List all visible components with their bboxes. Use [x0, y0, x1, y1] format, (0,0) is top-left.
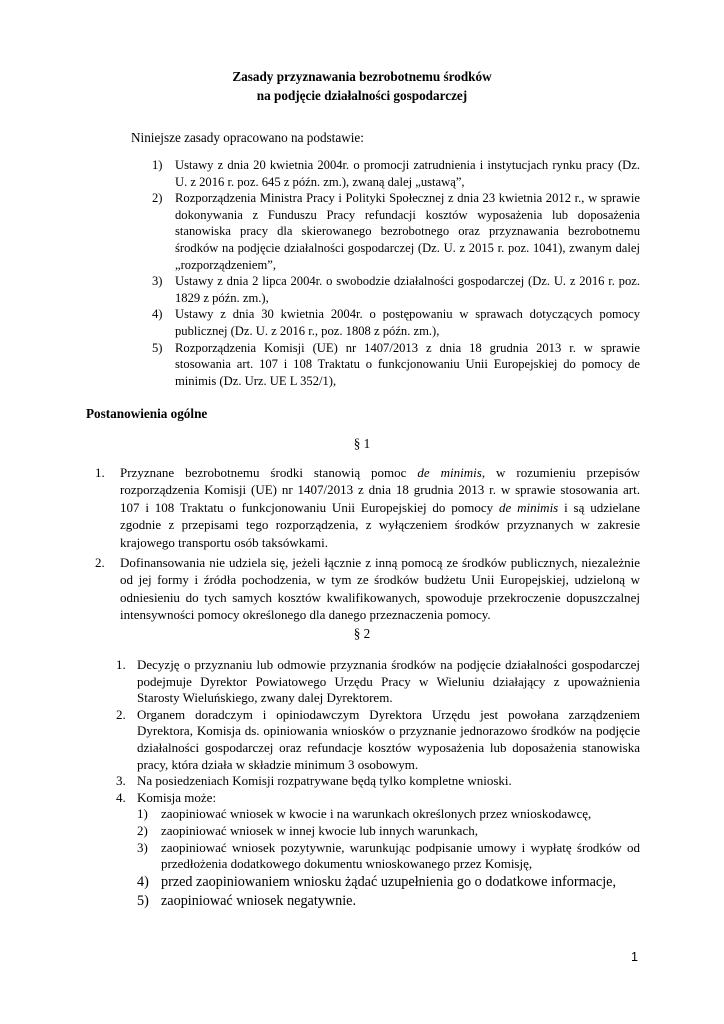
paragraph-1-item-1 [95, 464, 640, 551]
sub-list-item [137, 823, 640, 840]
list-item [152, 306, 640, 339]
item-text-italic: de minimis [498, 499, 559, 515]
item-text-part: i są udzielane zgodnie z przepisami tego rozporządzenia, z wyłączeniem środków przyznanych w zakresie krajowego transportu osób taksówkami. [120, 499, 640, 550]
paragraph-2-list [116, 657, 640, 911]
list-item [152, 273, 640, 306]
item-text-italic: de minimis [417, 465, 482, 480]
intro-text: Niniejsze zasady opracowano na podstawie: [131, 130, 364, 145]
list-item-text: Na posiedzeniach Komisji rozpatrywane będą tylko kompletne wnioski. [137, 773, 512, 789]
list-item [152, 190, 640, 273]
sub-item-number: 5) [137, 892, 149, 909]
item-text: Dofinansowania nie udziela się, jeżeli łącznie z inną pomocą ze środków publicznych, niezależnie od jej formy i źródła pochodzenia, w tym ze środków budżetu Unii Europejskiej, udzieloną w odniesieniu do tych samych kosztów kwalifikowanych, spowoduje przekroczenie dopuszczalnej intensywności pomocy określonego dla danego przeznaczenia pomocy. [120, 555, 640, 623]
page-number: 1 [631, 950, 639, 964]
paragraph-symbol-2: § 2 [353, 626, 371, 641]
paragraph-1-item-2 [95, 554, 640, 624]
list-item-number: 1) [152, 158, 163, 172]
list-item-number: 1. [116, 657, 126, 672]
sub-list-item [137, 892, 640, 911]
section-heading: Postanowienia ogólne [86, 406, 208, 421]
sub-item-number: 1) [137, 806, 148, 822]
list-item-number: 4. [116, 789, 126, 805]
list-item-text: Rozporządzenia Komisji (UE) nr 1407/2013 z dnia 18 grudnia 2013 r. w sprawie stosowania art. 107 i 108 Traktatu o funkcjonowaniu Unii Europejskiej do pomocy de minimis (Dz. Urz. UE L 352/1), [175, 340, 640, 388]
sub-item-text: zaopiniować wniosek w kwocie i na warunkach określonych przez wnioskodawcę, [161, 806, 592, 822]
list-item [152, 340, 640, 390]
list-item-number: 4) [152, 307, 163, 322]
list-item-text: Komisja może: [137, 789, 217, 805]
sub-item-text: przed zaopiniowaniem wniosku żądać uzupełnienia go o dodatkowe informacje, [161, 873, 617, 890]
list-item [116, 773, 640, 790]
item-number: 2. [95, 555, 105, 570]
sub-list-item [137, 873, 640, 892]
document-title-line-1: Zasady przyznawania bezrobotnemu środków [232, 69, 492, 84]
list-item-number: 3) [152, 274, 163, 289]
sub-item-number: 3) [137, 839, 148, 855]
list-item [116, 790, 640, 911]
list-item [152, 157, 640, 190]
sub-item-number: 4) [137, 873, 149, 890]
list-item-number: 2. [116, 706, 126, 722]
list-item [116, 707, 640, 773]
legal-basis-list [152, 157, 640, 389]
sub-item-text: zaopiniować wniosek negatywnie. [161, 892, 357, 909]
sub-list-item [137, 840, 640, 873]
list-item-number: 2) [152, 191, 163, 206]
item-text-part: Przyznane bezrobotnemu środki stanowią pomoc [120, 465, 418, 480]
sub-item-text: zaopiniować wniosek pozytywnie, warunkując podpisanie umowy i wypłatę środków od przedłożenia dodatkowego dokumentu wnioskowanego przez Komisję, [161, 839, 640, 872]
sub-item-text: zaopiniować wniosek w innej kwocie lub innych warunkach, [161, 822, 478, 838]
list-item-text: Ustawy z dnia 30 kwietnia 2004r. o postępowaniu w sprawach dotyczących pomocy publicznej (Dz. U. z 2016 r., poz. 1808 z późn. zm.), [175, 307, 640, 338]
list-item-text: Decyzję o przyznaniu lub odmowie przyznania środków na podjęcie działalności gospodarczej podejmuje Dyrektor Powiatowego Urzędu Pracy w Wieluniu działający z upoważnienia Starosty Wieluńskiego, zwany dalej Dyrektorem. [137, 657, 640, 706]
list-item-text: Rozporządzenia Ministra Pracy i Polityki Społecznej z dnia 23 kwietnia 2012 r., w sprawie dokonywania z Funduszu Pracy refundacji kosztów wyposażenia lub doposażenia stanowiska pracy dla skierowanego bezrobotnego oraz przyznawania bezrobotnemu środków na podjęcie działalności gospodarczej (Dz. U. z 2015 r. poz. 1041), zwanym dalej „rozporządzeniem”, [175, 191, 640, 272]
item-number: 1. [95, 465, 105, 480]
paragraph-symbol-1: § 1 [353, 436, 371, 451]
list-item-number: 3. [116, 773, 126, 789]
commission-options-list [137, 806, 640, 910]
document-title-line-2: na podjęcie działalności gospodarczej [256, 88, 468, 103]
list-item [116, 657, 640, 707]
list-item-text: Organem doradczym i opiniodawczym Dyrektora Urzędu jest powołana zarządzeniem Dyrektora, Komisja ds. opiniowania wniosków o przyznanie jednorazowo środków na podjęcie działalności gospodarczej oraz refundacje kosztów wyposażenia lub doposażenia stanowiska pracy, która działa w składzie minimum 3 osobowym. [137, 706, 640, 772]
sub-list-item [137, 806, 640, 823]
list-item-text: Ustawy z dnia 2 lipca 2004r. o swobodzie działalności gospodarczej (Dz. U. z 2016 r. poz. 1829 z późn. zm.), [175, 274, 640, 305]
list-item-number: 5) [152, 340, 163, 355]
list-item-text: Ustawy z dnia 20 kwietnia 2004r. o promocji zatrudnienia i instytucjach rynku pracy (Dz. U. z 2016 r. poz. 645 z późn. zm.), zwaną dalej „ustawą”, [175, 158, 640, 189]
item-text-part: , w rozumieniu przepisów rozporządzenia Komisji (UE) nr 1407/2013 z dnia 18 grudnia 2013 r. w sprawie stosowania art. 107 i 108 Traktatu o funkcjonowaniu Unii Europejskiej do pomocy [120, 465, 640, 515]
sub-item-number: 2) [137, 822, 148, 838]
